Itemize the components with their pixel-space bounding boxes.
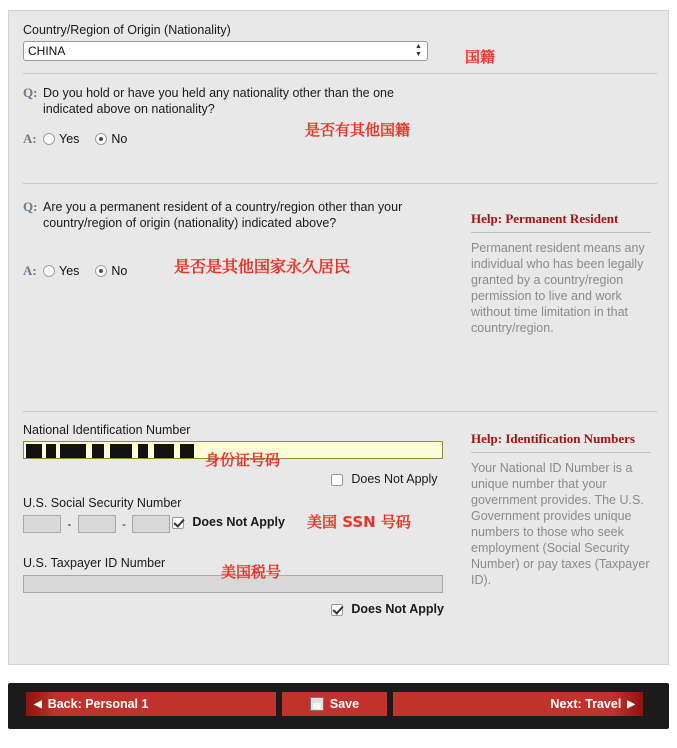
annotation-national-id: 身份证号码 <box>205 451 281 469</box>
ssn-separator: - <box>67 517 72 531</box>
permanent-resident-yes-label: Yes <box>59 264 80 278</box>
ssn-does-not-apply-option[interactable] <box>172 515 285 529</box>
help-identification-numbers <box>471 431 651 588</box>
save-button-label: Save <box>329 697 360 711</box>
nationality-section <box>23 23 643 61</box>
next-button[interactable] <box>393 692 643 716</box>
taxpayer-id-does-not-apply-option[interactable] <box>331 602 444 616</box>
answer-marker: A: <box>23 131 37 146</box>
divider-3 <box>23 411 657 412</box>
help-identification-numbers-title <box>471 431 651 453</box>
next-button-label: Next: Travel <box>550 697 622 711</box>
floppy-disk-icon <box>310 697 324 711</box>
national-id-does-not-apply-option[interactable] <box>331 472 438 486</box>
other-nationality-yes-option[interactable] <box>43 132 79 146</box>
ssn-label: U.S. Social Security Number <box>23 496 182 510</box>
annotation-permanent-resident: 是否是其他国家永久居民 <box>174 257 351 276</box>
other-nationality-no-option[interactable] <box>95 132 127 146</box>
national-id-does-not-apply-checkbox[interactable] <box>331 474 343 486</box>
arrow-left-icon: ◀ <box>34 698 42 710</box>
nationality-select-wrap[interactable] <box>23 41 428 61</box>
chevron-updown-icon: ▲ ▼ <box>415 43 422 58</box>
question-marker: Q: <box>23 199 38 214</box>
annotation-other-nationality: 是否有其他国籍 <box>305 121 411 139</box>
back-button[interactable] <box>26 692 276 716</box>
national-id-label: National Identification Number <box>23 423 191 437</box>
help-identification-numbers-body: Your National ID Number is a unique number that your government provides. The U.S. Government provides unique numbers to those who seek employment (Social Security Number) or pay taxes (Taxpayer ID). <box>471 461 650 587</box>
other-nationality-yes-label: Yes <box>59 132 80 146</box>
annotation-ssn: 美国 SSN 号码 <box>307 513 411 531</box>
help-permanent-resident-heading: Permanent Resident <box>505 211 619 226</box>
other-nationality-yes-radio[interactable] <box>43 133 55 145</box>
taxpayer-id-label: U.S. Taxpayer ID Number <box>23 556 166 570</box>
ssn-does-not-apply-label: Does Not Apply <box>192 515 285 529</box>
answer-marker: A: <box>23 263 37 278</box>
permanent-resident-no-label: No <box>111 264 128 278</box>
question-marker: Q: <box>23 85 38 100</box>
other-nationality-question-text: Do you hold or have you held any nationality other than the one indicated above on nationality? <box>43 86 394 116</box>
bottom-navigation-bar <box>8 683 669 729</box>
ssn-section <box>23 496 181 533</box>
ssn-inputs-row <box>23 515 181 533</box>
help-permanent-resident <box>471 211 651 336</box>
nationality-label: Country/Region of Origin (Nationality) <box>23 23 231 37</box>
permanent-resident-no-radio[interactable] <box>95 265 107 277</box>
permanent-resident-question-text: Are you a permanent resident of a country/region other than your country/region of origin (nationality) indicated above? <box>43 200 403 230</box>
taxpayer-id-does-not-apply-checkbox[interactable] <box>331 604 343 616</box>
national-id-does-not-apply-label: Does Not Apply <box>351 472 438 486</box>
taxpayer-id-does-not-apply-label: Does Not Apply <box>351 602 444 616</box>
help-identification-numbers-heading: Identification Numbers <box>505 431 635 446</box>
form-panel <box>8 10 669 665</box>
divider-1 <box>23 73 657 74</box>
permanent-resident-no-option[interactable] <box>95 264 127 278</box>
ssn-part2-input[interactable] <box>78 515 116 533</box>
arrow-right-icon: ▶ <box>627 698 635 710</box>
nationality-select[interactable] <box>23 41 428 61</box>
ssn-part3-input[interactable] <box>132 515 170 533</box>
help-label-prefix: Help: <box>471 431 503 446</box>
annotation-taxpayer-id: 美国税号 <box>221 563 282 581</box>
help-label-prefix: Help: <box>471 211 503 226</box>
ssn-separator: - <box>122 517 127 531</box>
annotation-nationality: 国籍 <box>465 48 496 66</box>
back-button-label: Back: Personal 1 <box>47 697 149 711</box>
permanent-resident-yes-radio[interactable] <box>43 265 55 277</box>
help-permanent-resident-body: Permanent resident means any individual who has been legally granted by a country/region permission to live and work without time limitation in that country/region. <box>471 241 645 335</box>
save-button[interactable] <box>282 692 387 716</box>
help-permanent-resident-title <box>471 211 651 233</box>
other-nationality-no-radio[interactable] <box>95 133 107 145</box>
ssn-does-not-apply-checkbox[interactable] <box>172 517 184 529</box>
permanent-resident-yes-option[interactable] <box>43 264 79 278</box>
divider-2 <box>23 183 657 184</box>
other-nationality-no-label: No <box>111 132 128 146</box>
ssn-part1-input[interactable] <box>23 515 61 533</box>
